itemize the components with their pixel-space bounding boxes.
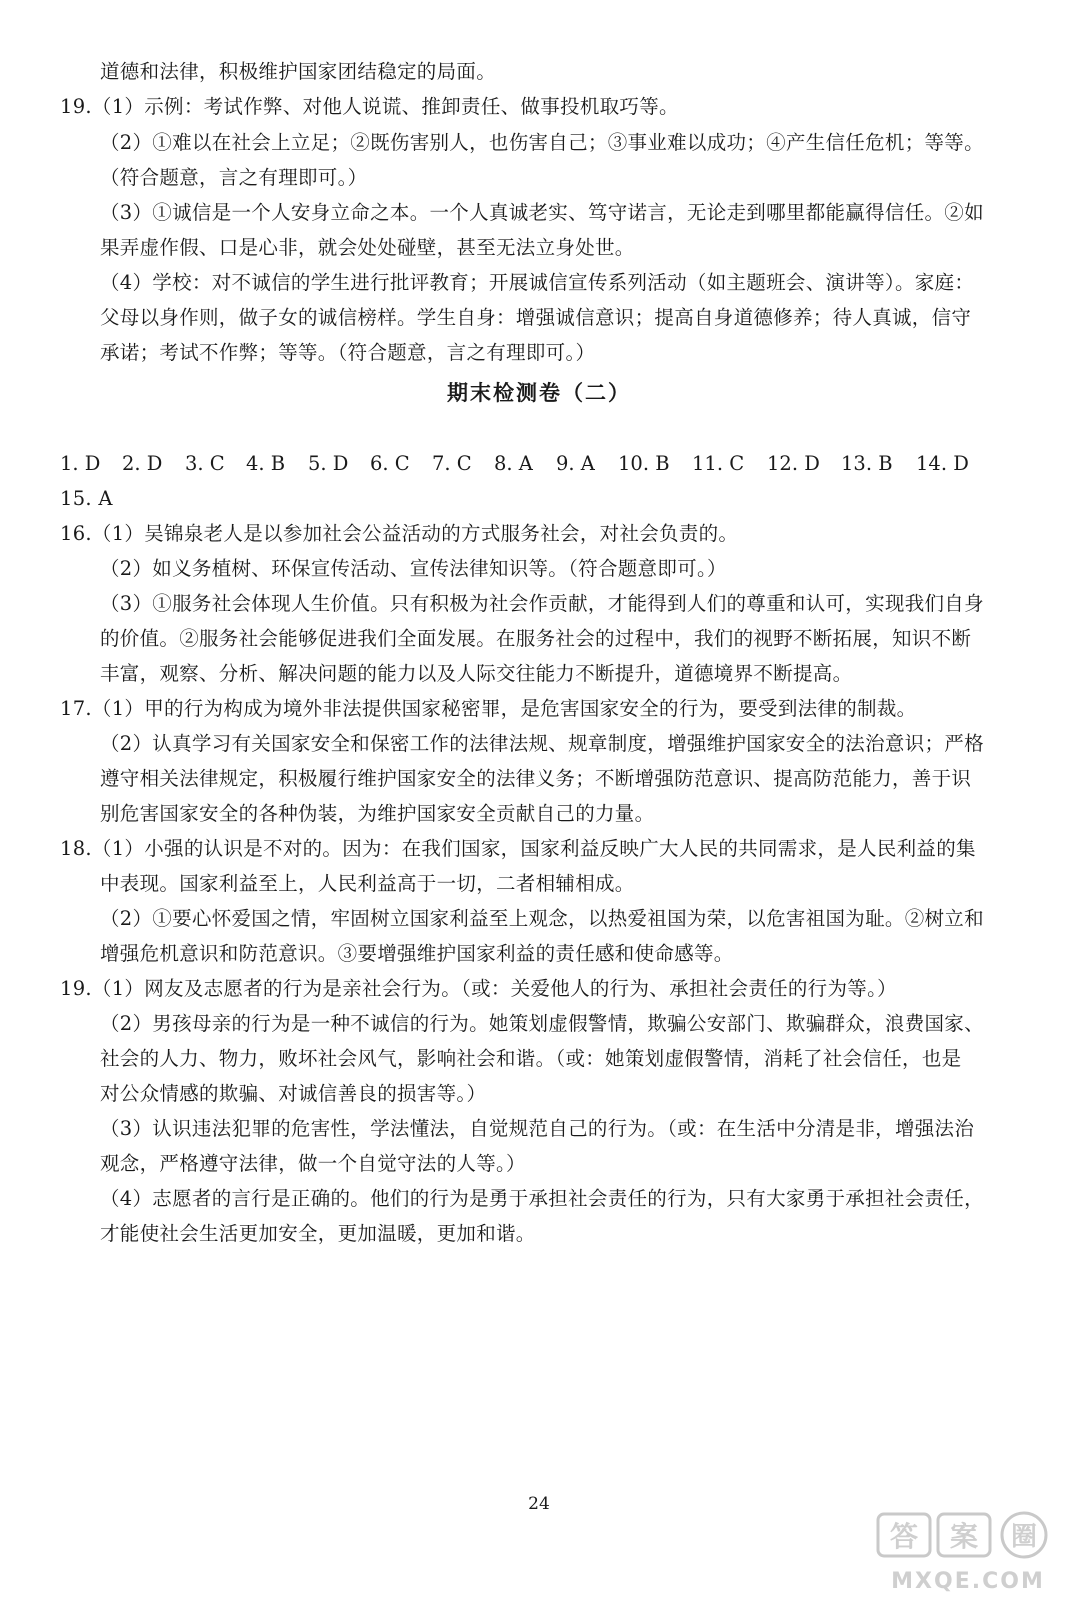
q19-part4-line3: 承诺；考试不作弊；等等。（符合题意，言之有理即可。） — [100, 341, 596, 364]
q17-part2-line2: 遵守相关法律规定，积极履行维护国家安全的法律义务；不断增强防范意识、提高防范能力，善于识 — [100, 767, 972, 790]
mc-answer: 10. B — [618, 452, 670, 475]
mc-answer: 3. C — [185, 452, 225, 475]
mc-answer: 13. B — [841, 452, 893, 475]
q18-part2-line2: 增强危机意识和防范意识。③要增强维护国家利益的责任感和使命感等。 — [100, 942, 734, 965]
mc-answer: 12. D — [767, 452, 820, 475]
q16-part3-line2: 的价值。②服务社会能够促进我们全面发展。在服务社会的过程中，我们的视野不断拓展，知识不断 — [100, 627, 972, 650]
mc-answer-15: 15. A — [60, 487, 113, 510]
q19-part2-line1: （2）①难以在社会上立足；②既伤害别人，也伤害自己；③事业难以成功；④产生信任危机；等等。 — [100, 131, 984, 154]
q19b-part4-line1: （4）志愿者的言行是正确的。他们的行为是勇于承担社会责任的行为，只有大家勇于承担社会责任， — [100, 1187, 984, 1210]
page-number: 24 — [528, 1494, 550, 1514]
section-title: 期末检测卷（二） — [447, 381, 631, 405]
q16-part2: （2）如义务植树、环保宣传活动、宣传法律知识等。（符合题意即可。） — [100, 557, 727, 580]
q17-part2-line1: （2）认真学习有关国家安全和保密工作的法律法规、规章制度，增强维护国家安全的法治意识；严格 — [100, 732, 984, 755]
mc-answer: 1. D — [60, 452, 101, 475]
watermark-logo — [868, 1508, 1068, 1596]
q17-part1: 17.（1）甲的行为构成为境外非法提供国家秘密罪，是危害国家安全的行为，要受到法律的制裁。 — [60, 697, 917, 720]
q19b-part3-line2: 观念，严格遵守法律，做一个自觉守法的人等。） — [100, 1152, 526, 1175]
q19-part4-line1: （4）学校：对不诚信的学生进行批评教育；开展诚信宣传系列活动（如主题班会、演讲等）。家庭： — [100, 271, 975, 294]
q19b-part1: 19.（1）网友及志愿者的行为是亲社会行为。（或：关爱他人的行为、承担社会责任的行为等。） — [60, 977, 897, 1000]
mc-answer: 14. D — [916, 452, 969, 475]
q19b-part4-line2: 才能使社会生活更加安全，更加温暖，更加和谐。 — [100, 1222, 536, 1245]
continuation-line: 道德和法律，积极维护国家团结稳定的局面。 — [100, 60, 497, 83]
mc-answer: 7. C — [432, 452, 472, 475]
mc-answer: 5. D — [308, 452, 349, 475]
q19b-part2-line1: （2）男孩母亲的行为是一种不诚信的行为。她策划虚假警情，欺骗公安部门、欺骗群众，浪费国家、 — [100, 1012, 984, 1035]
mc-answer: 2. D — [122, 452, 163, 475]
q18-part1-line1: 18.（1）小强的认识是不对的。因为：在我们国家，国家利益反映广大人民的共同需求，是人民利益的集 — [60, 837, 976, 860]
q19b-part2-line2: 社会的人力、物力，败坏社会风气，影响社会和谐。（或：她策划虚假警情，消耗了社会信任，也是 — [100, 1047, 962, 1070]
svg-text:圈: 圈 — [1010, 1522, 1038, 1552]
mc-answer: 8. A — [494, 452, 533, 475]
q19-part4-line2: 父母以身作则，做子女的诚信榜样。学生自身：增强诚信意识；提高自身道德修养；待人真诚，信守 — [100, 306, 972, 329]
q19b-part3-line1: （3）认识违法犯罪的危害性，学法懂法，自觉规范自己的行为。（或：在生活中分清是非，增强法治 — [100, 1117, 975, 1140]
q18-part2-line1: （2）①要心怀爱国之情，牢固树立国家利益至上观念，以热爱祖国为荣，以危害祖国为耻。②树立和 — [100, 907, 984, 930]
svg-text:案: 案 — [949, 1520, 979, 1553]
svg-text:答: 答 — [889, 1520, 919, 1553]
q16-part3-line1: （3）①服务社会体现人生价值。只有积极为社会作贡献，才能得到人们的尊重和认可，实现我们自身 — [100, 592, 984, 615]
q16-part1: 16.（1）吴锦泉老人是以参加社会公益活动的方式服务社会，对社会负责的。 — [60, 522, 739, 545]
q18-part1-line2: 中表现。国家利益至上，人民利益高于一切，二者相辅相成。 — [100, 872, 635, 895]
q19b-part2-line3: 对公众情感的欺骗、对诚信善良的损害等。） — [100, 1082, 487, 1105]
svg-text:MXQE.COM: MXQE.COM — [891, 1569, 1045, 1594]
mc-answer: 6. C — [370, 452, 410, 475]
mc-answer: 11. C — [692, 452, 745, 475]
mc-answer: 4. B — [246, 452, 286, 475]
q17-part2-line3: 别危害国家安全的各种伪装，为维护国家安全贡献自己的力量。 — [100, 802, 655, 825]
q16-part3-line3: 丰富，观察、分析、解决问题的能力以及人际交往能力不断提升，道德境界不断提高。 — [100, 662, 853, 685]
q19-part2-line2: （符合题意，言之有理即可。） — [100, 166, 368, 189]
q19-part1: 19.（1）示例：考试作弊、对他人说谎、推卸责任、做事投机取巧等。 — [60, 95, 679, 118]
q19-part3-line2: 果弄虚作假、口是心非，就会处处碰壁，甚至无法立身处世。 — [100, 236, 635, 259]
q19-part3-line1: （3）①诚信是一个人安身立命之本。一个人真诚老实、笃守诺言，无论走到哪里都能赢得信任。②如 — [100, 201, 984, 224]
mc-answer: 9. A — [556, 452, 595, 475]
